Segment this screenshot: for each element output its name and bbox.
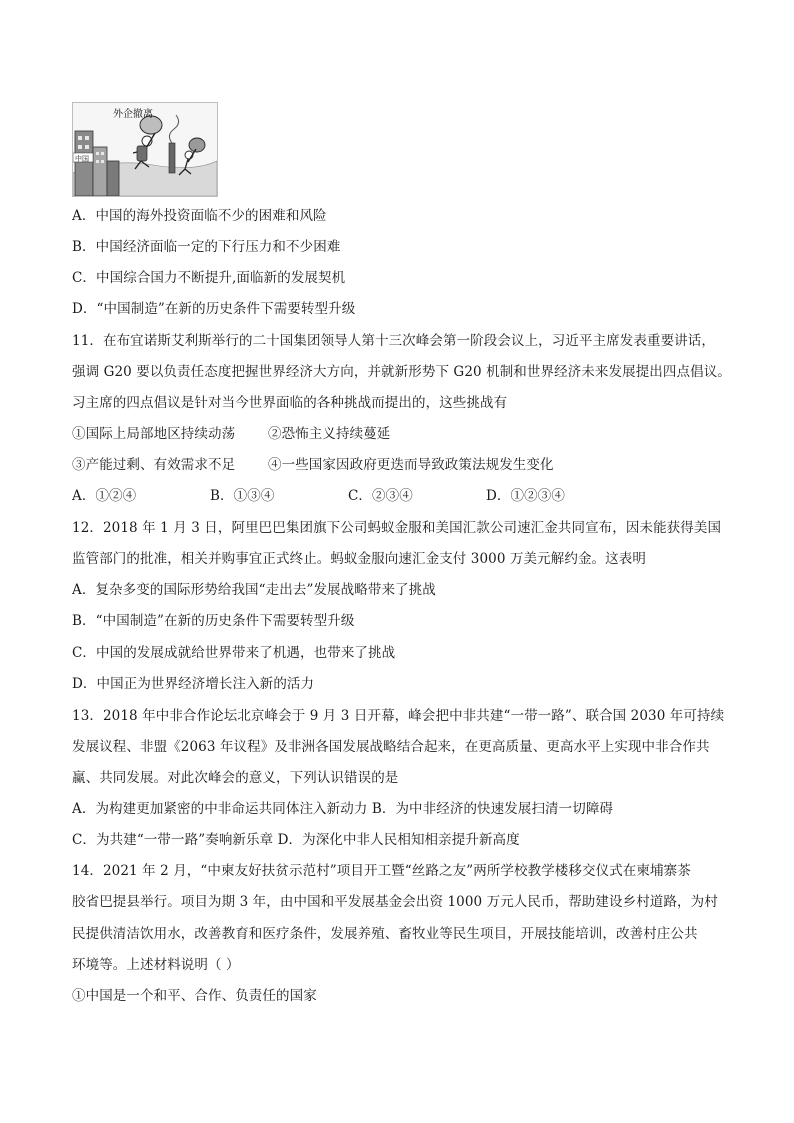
q14-stem-line-2: 胶省巴提县举行。项目为期 3 年，由中国和平发展基金会出资 1000 万元人民币，帮助建设乡村道路，为村 [72,894,718,910]
q10-option-b: B．中国经济面临一定的下行压力和不少困难 [72,239,341,255]
cartoon-building-label: 中国 [75,155,89,163]
q11-items-row-2 [72,455,554,475]
q14-item-1: ①中国是一个和平、合作、负责任的国家 [72,988,317,1004]
q12-option-c: C．中国的发展成就给世界带来了机遇，也带来了挑战 [72,645,396,661]
q11-choice-d: D．①②③④ [486,488,565,504]
q11-stem-line-3: 习主席的四点倡议是针对当今世界面临的各种挑战而提出的，这些挑战有 [72,395,508,411]
q11-choice-b: B．①③④ [210,488,275,504]
q13-option-ab: A．为构建更加紧密的中非命运共同体注入新动力 B．为中非经济的快速发展扫清一切障碍 [72,801,614,817]
q13-stem-line-3: 赢、共同发展。对此次峰会的意义，下列认识错误的是 [72,770,399,786]
q11-choice-c: C．②③④ [348,488,413,504]
q11-item-4: ④一些国家因政府更迭而导致政策法规发生变化 [268,457,554,473]
q10-option-a: A．中国的海外投资面临不少的困难和风险 [72,208,327,224]
q12-stem-line-2: 监管部门的批准，相关并购事宜正式终止。蚂蚁金服向速汇金支付 3000 万美元解约金。这表明 [72,551,646,567]
q10-option-c: C．中国综合国力不断提升,面临新的发展契机 [72,270,346,286]
q11-stem-line-2: 强调 G20 要以负责任态度把握世界经济大方向，并就新形势下 G20 机制和世界经济未来发展提出四点倡议。 [72,364,731,380]
q14-stem-line-1: 14．2021 年 2 月，“中柬友好扶贫示范村”项目开工暨“丝路之友”两所学校教学楼移交仪式在柬埔寨茶 [72,863,691,879]
q12-stem-line-1: 12．2018 年 1 月 3 日，阿里巴巴集团旗下公司蚂蚁金服和美国汇款公司速汇金共同宣布，因未能获得美国 [72,520,722,536]
q14-stem-line-4: 环境等。上述材料说明（ ） [72,957,240,973]
q11-choice-a: A．①②④ [72,488,137,504]
q11-stem-line-1: 11．在布宜诺斯艾利斯举行的二十国集团领导人第十三次峰会第一阶段会议上，习近平主席发表重要讲话， [72,333,715,349]
q13-stem-line-2: 发展议程、非盟《2063 年议程》及非洲各国发展战略结合起来，在更高质量、更高水平上实现中非合作共 [72,739,710,755]
q11-item-2: ②恐怖主义持续蔓延 [268,426,391,442]
q12-option-d: D．中国正为世界经济增长注入新的活力 [72,676,315,692]
q13-stem-line-1: 13．2018 年中非合作论坛北京峰会于 9 月 3 日开幕，峰会把中非共建“一带一路”、联合国 2030 年可持续 [72,708,725,724]
q10-option-d: D．“中国制造”在新的历史条件下需要转型升级 [72,301,356,317]
cartoon-image [72,102,218,197]
q11-choices [72,486,565,506]
cartoon-title: 外企撤离 [113,109,153,120]
q11-items-row-1 [72,424,390,444]
q11-item-3: ③产能过剩、有效需求不足 [72,457,236,473]
q11-item-1: ①国际上局部地区持续动荡 [72,426,236,442]
q12-option-b: B．“中国制造”在新的历史条件下需要转型升级 [72,613,355,629]
q12-option-a: A．复杂多变的国际形势给我国“走出去”发展战略带来了挑战 [72,582,436,598]
q14-stem-line-3: 民提供清洁饮用水，改善教育和医疗条件，发展养殖、畜牧业等民生项目，开展技能培训，改善村庄公共 [72,926,698,942]
q13-option-cd: C．为共建“一带一路”奏响新乐章 D．为深化中非人民相知相亲提升新高度 [72,832,520,848]
